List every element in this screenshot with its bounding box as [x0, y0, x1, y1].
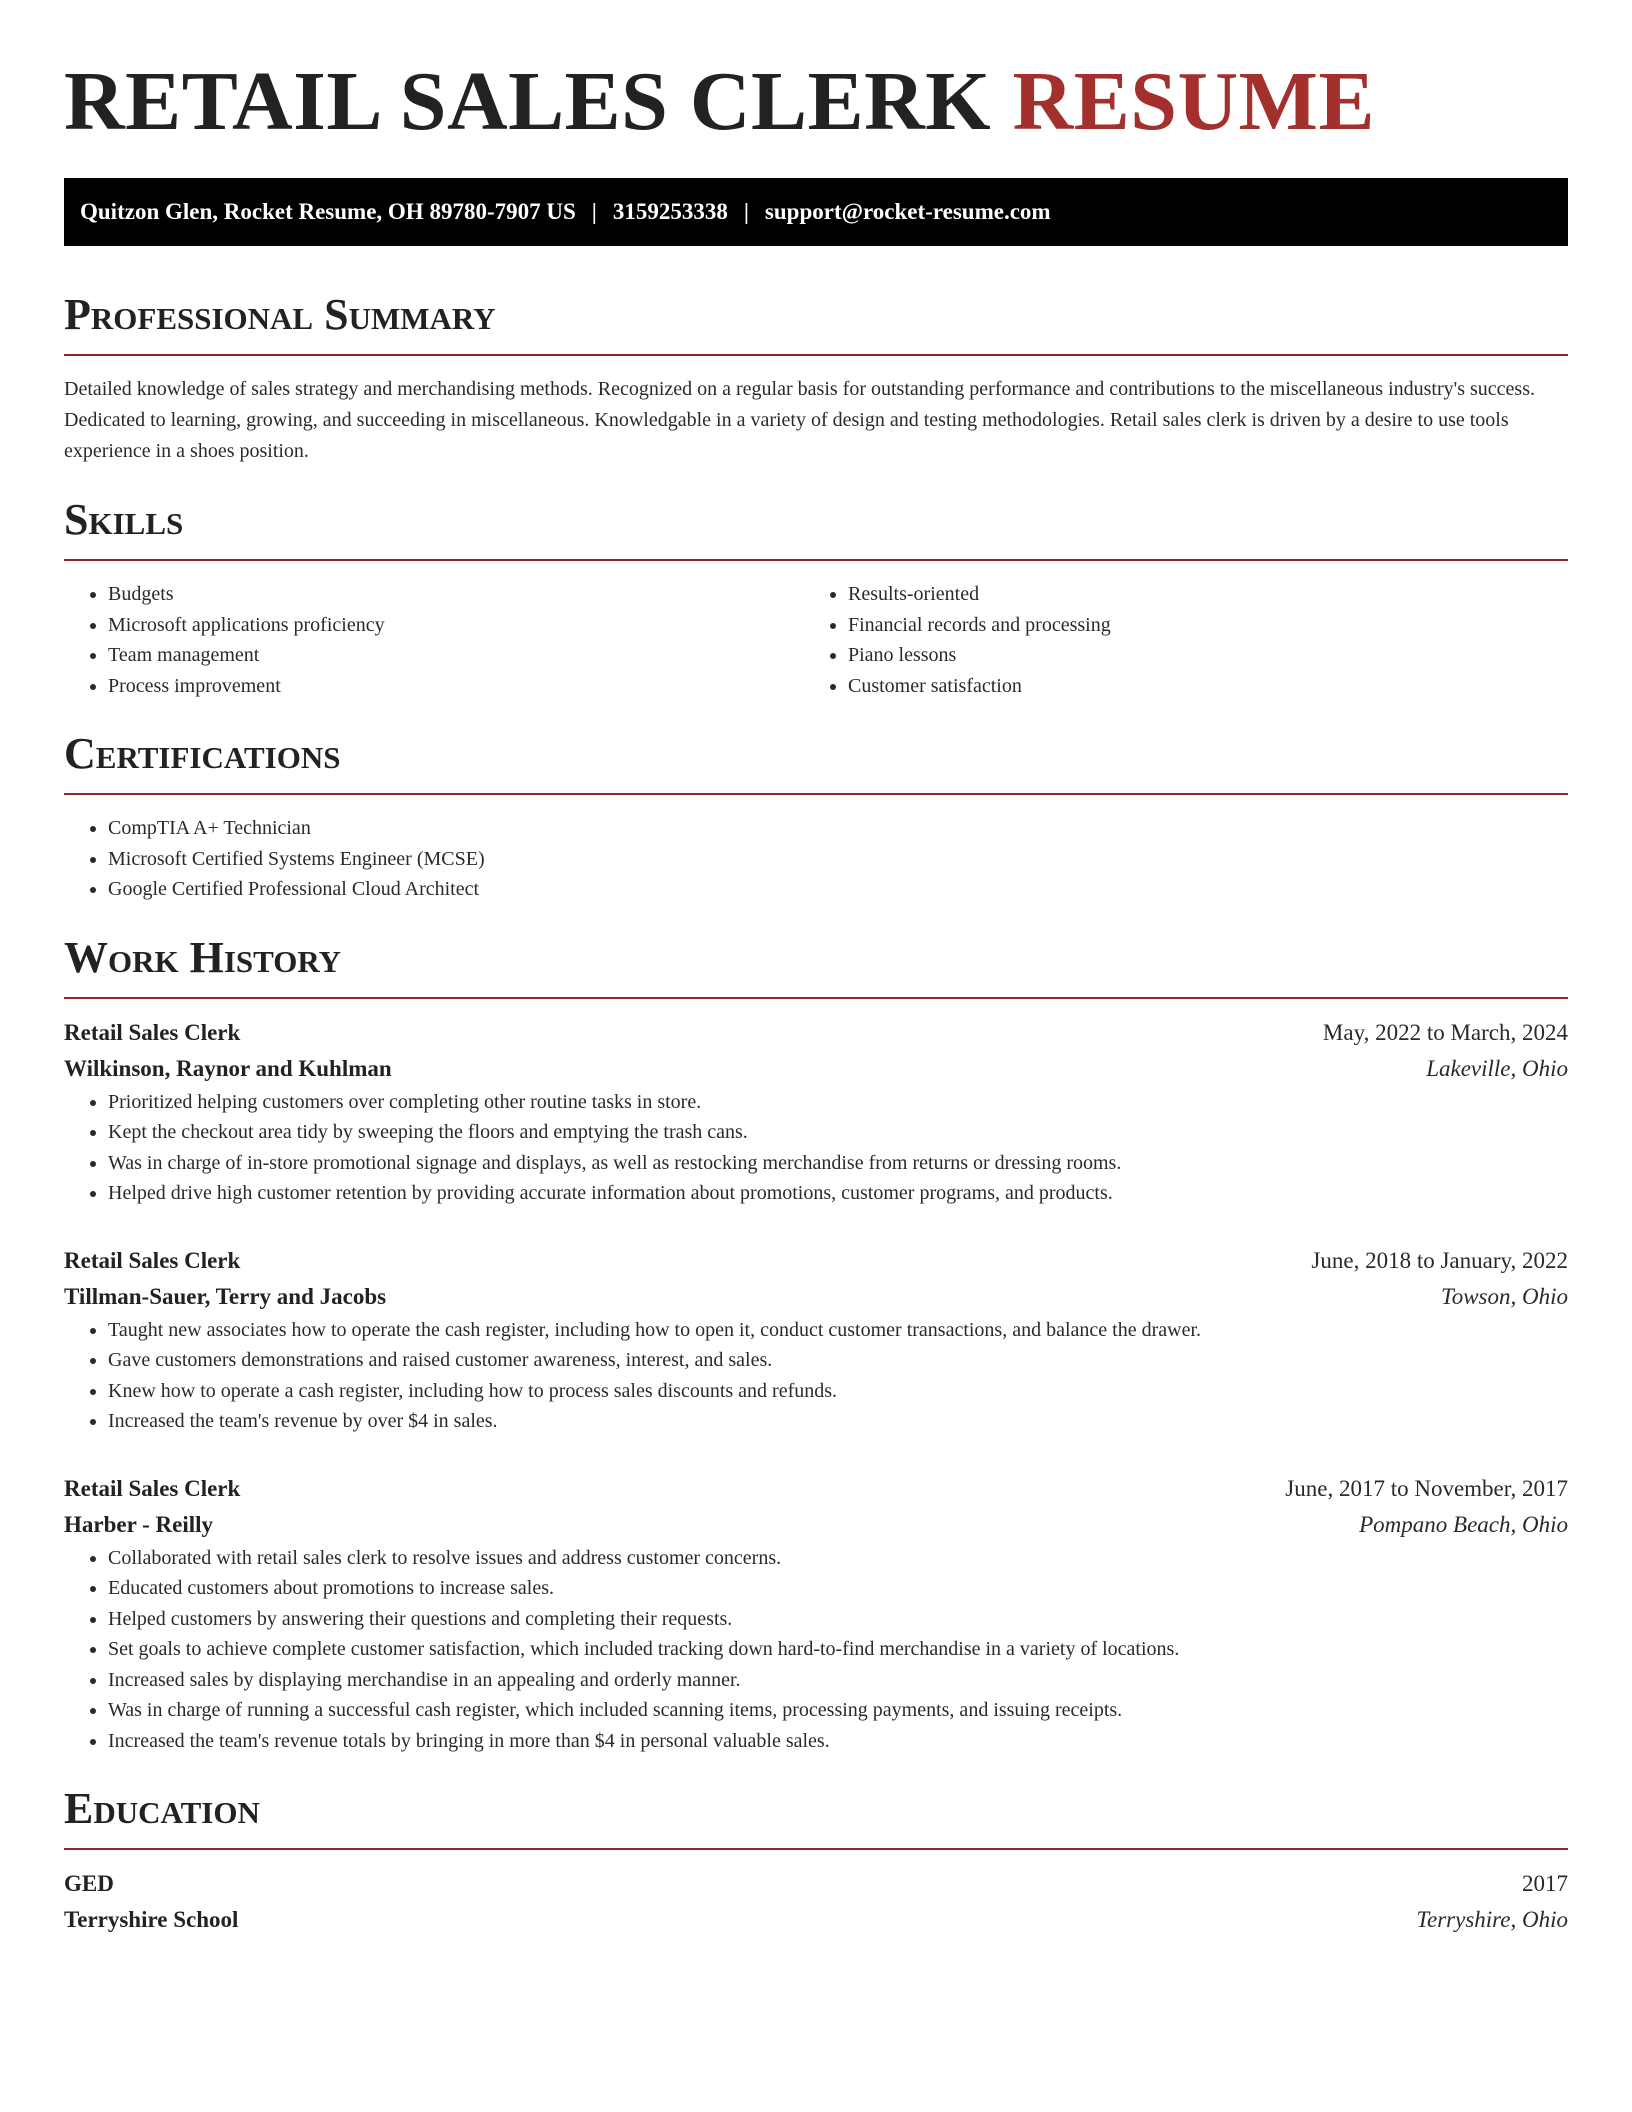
job-bullet: • Set goals to achieve complete customer satisfaction, which included tracking down hard-to-find merchandise in a variety of locations.: [108, 1634, 1568, 1665]
job-bullet: • Increased the team's revenue by over $4 in sales.: [108, 1406, 1568, 1437]
education-school: Terryshire School: [64, 1907, 239, 1932]
skill-item: • Team management: [108, 640, 804, 671]
skill-item: • Microsoft applications proficiency: [108, 610, 804, 641]
contact-separator: |: [743, 199, 749, 224]
certification-item: • Google Certified Professional Cloud Architect: [108, 874, 1568, 905]
job-bullet: • Helped drive high customer retention by providing accurate information about promotions, customer programs, and products.: [108, 1178, 1568, 1209]
section-title-summary: Professional Summary: [64, 290, 496, 339]
section-title-certifications: Certifications: [64, 729, 341, 778]
job-bullet: • Educated customers about promotions to increase sales.: [108, 1573, 1568, 1604]
job-bullet: • Gave customers demonstrations and raised customer awareness, interest, and sales.: [108, 1345, 1568, 1376]
work-history-section: [64, 931, 1568, 1757]
job-bullets: [64, 1315, 1568, 1437]
job-title: Retail Sales Clerk: [64, 1019, 241, 1045]
job-title: Retail Sales Clerk: [64, 1247, 241, 1273]
job-header-row: [64, 1015, 1568, 1051]
job-bullet: • Increased the team's revenue totals by bringing in more than $4 in personal valuable sales.: [108, 1726, 1568, 1757]
education-header-row: [64, 1866, 1568, 1902]
job-bullets: [64, 1543, 1568, 1757]
skill-item: • Budgets: [108, 579, 804, 610]
section-divider: [64, 997, 1568, 999]
section-title-education: Education: [64, 1784, 260, 1833]
education-location: Terryshire, Ohio: [1416, 1907, 1568, 1932]
job-bullet: • Was in charge of in-store promotional signage and displays, as well as restocking merchandise from returns or dressing rooms.: [108, 1148, 1568, 1179]
job-bullet: • Collaborated with retail sales clerk to resolve issues and address customer concerns.: [108, 1543, 1568, 1574]
job-company: Harber - Reilly: [64, 1511, 214, 1537]
section-divider: [64, 354, 1568, 356]
job-bullets: [64, 1087, 1568, 1209]
section-divider: [64, 1848, 1568, 1850]
job-bullet: • Knew how to operate a cash register, including how to process sales discounts and refunds.: [108, 1376, 1568, 1407]
skills-section: [64, 493, 1568, 701]
job-dates: June, 2017 to November, 2017: [1285, 1475, 1568, 1501]
education-degree: GED: [64, 1871, 114, 1896]
certifications-list: [64, 813, 1568, 905]
job-header-row: [64, 1243, 1568, 1279]
skill-item: • Customer satisfaction: [848, 671, 1544, 702]
skill-item: • Financial records and processing: [848, 610, 1544, 641]
title-accent: RESUME: [1012, 55, 1375, 148]
job-bullet: • Increased sales by displaying merchandise in an appealing and orderly manner.: [108, 1665, 1568, 1696]
education-entry: [64, 1866, 1568, 1938]
job-entry: [64, 1243, 1568, 1437]
skills-grid: [64, 579, 1568, 701]
education-school-row: [64, 1902, 1568, 1938]
contact-bar: [64, 178, 1568, 246]
resume-title: [64, 56, 1568, 148]
section-title-work-history: Work History: [64, 932, 342, 982]
job-entry: [64, 1015, 1568, 1209]
job-location: Pompano Beach, Ohio: [1359, 1511, 1568, 1537]
job-bullet: • Was in charge of running a successful cash register, which included scanning items, processing payments, and issuing receipts.: [108, 1695, 1568, 1726]
job-company-row: [64, 1507, 1568, 1543]
summary-section: [64, 288, 1568, 467]
certification-item: • Microsoft Certified Systems Engineer (MCSE): [108, 844, 1568, 875]
skills-column-right: [804, 579, 1544, 701]
job-company: Wilkinson, Raynor and Kuhlman: [64, 1055, 392, 1081]
contact-email: support@rocket-resume.com: [764, 199, 1051, 224]
skills-column-left: [64, 579, 804, 701]
education-year: 2017: [1522, 1871, 1568, 1896]
contact-separator: |: [591, 199, 597, 224]
job-bullet: • Kept the checkout area tidy by sweeping the floors and emptying the trash cans.: [108, 1117, 1568, 1148]
job-company-row: [64, 1279, 1568, 1315]
section-title-skills: Skills: [64, 495, 184, 544]
contact-phone: 3159253338: [612, 199, 728, 224]
job-dates: May, 2022 to March, 2024: [1322, 1019, 1568, 1045]
job-company-row: [64, 1051, 1568, 1087]
certification-item: • CompTIA A+ Technician: [108, 813, 1568, 844]
job-location: Towson, Ohio: [1441, 1283, 1568, 1309]
skill-item: • Results-oriented: [848, 579, 1544, 610]
job-bullet: • Prioritized helping customers over completing other routine tasks in store.: [108, 1087, 1568, 1118]
job-location: Lakeville, Ohio: [1426, 1055, 1568, 1081]
section-divider: [64, 559, 1568, 561]
skill-item: • Piano lessons: [848, 640, 1544, 671]
certifications-section: [64, 727, 1568, 905]
job-title: Retail Sales Clerk: [64, 1475, 241, 1501]
job-entry: [64, 1471, 1568, 1757]
job-bullet: • Taught new associates how to operate the cash register, including how to open it, conduct customer transactions, and balance the drawer.: [108, 1315, 1568, 1346]
job-header-row: [64, 1471, 1568, 1507]
job-company: Tillman-Sauer, Terry and Jacobs: [64, 1283, 387, 1309]
resume-page: [64, 0, 1568, 1938]
education-section: [64, 1782, 1568, 1938]
job-dates: June, 2018 to January, 2022: [1311, 1247, 1568, 1273]
skill-item: • Process improvement: [108, 671, 804, 702]
summary-text: Detailed knowledge of sales strategy and merchandising methods. Recognized on a regular basis for outstanding performance and contributions to the miscellaneous industry's success. Dedicated to learning, growing, and succeeding in miscellaneous. Knowledgable in a variety of design and testing methodologies. Retail sales clerk is driven by a desire to use tools experience in a shoes position.: [64, 378, 1535, 462]
title-main: RETAIL SALES CLERK: [64, 55, 992, 148]
section-divider: [64, 793, 1568, 795]
job-bullet: • Helped customers by answering their questions and completing their requests.: [108, 1604, 1568, 1635]
contact-address: Quitzon Glen, Rocket Resume, OH 89780-7907 US: [80, 199, 576, 224]
